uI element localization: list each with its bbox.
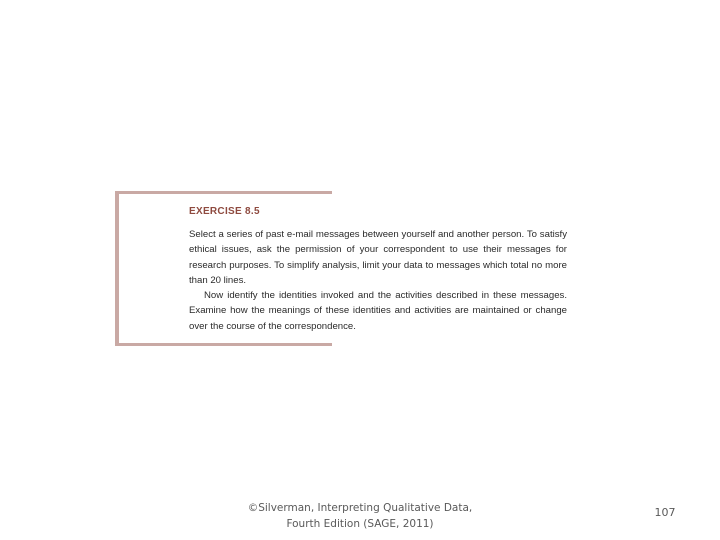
citation-line-1: ©Silverman, Interpreting Qualitative Data, [247,502,473,514]
footer-citation [230,500,490,532]
citation-line-2: Fourth Edition (SAGE, 2011) [286,518,434,530]
page-number: 107 [654,506,676,519]
exercise-content [189,205,567,334]
exercise-paragraph-1: Select a series of past e-mail messages between yourself and another person. To satisfy ethical issues, ask the permission of your correspondent to use their messages for research purposes. To simplify analysis, limit your data to messages which total no more than 20 lines. [189,229,567,286]
exercise-paragraph-2: Now identify the identities invoked and the activities described in these messages. Examine how the meanings of these identities and activities are maintained or change over the course of the correspondence. [189,290,567,332]
exercise-title: EXERCISE 8.5 [189,206,260,217]
